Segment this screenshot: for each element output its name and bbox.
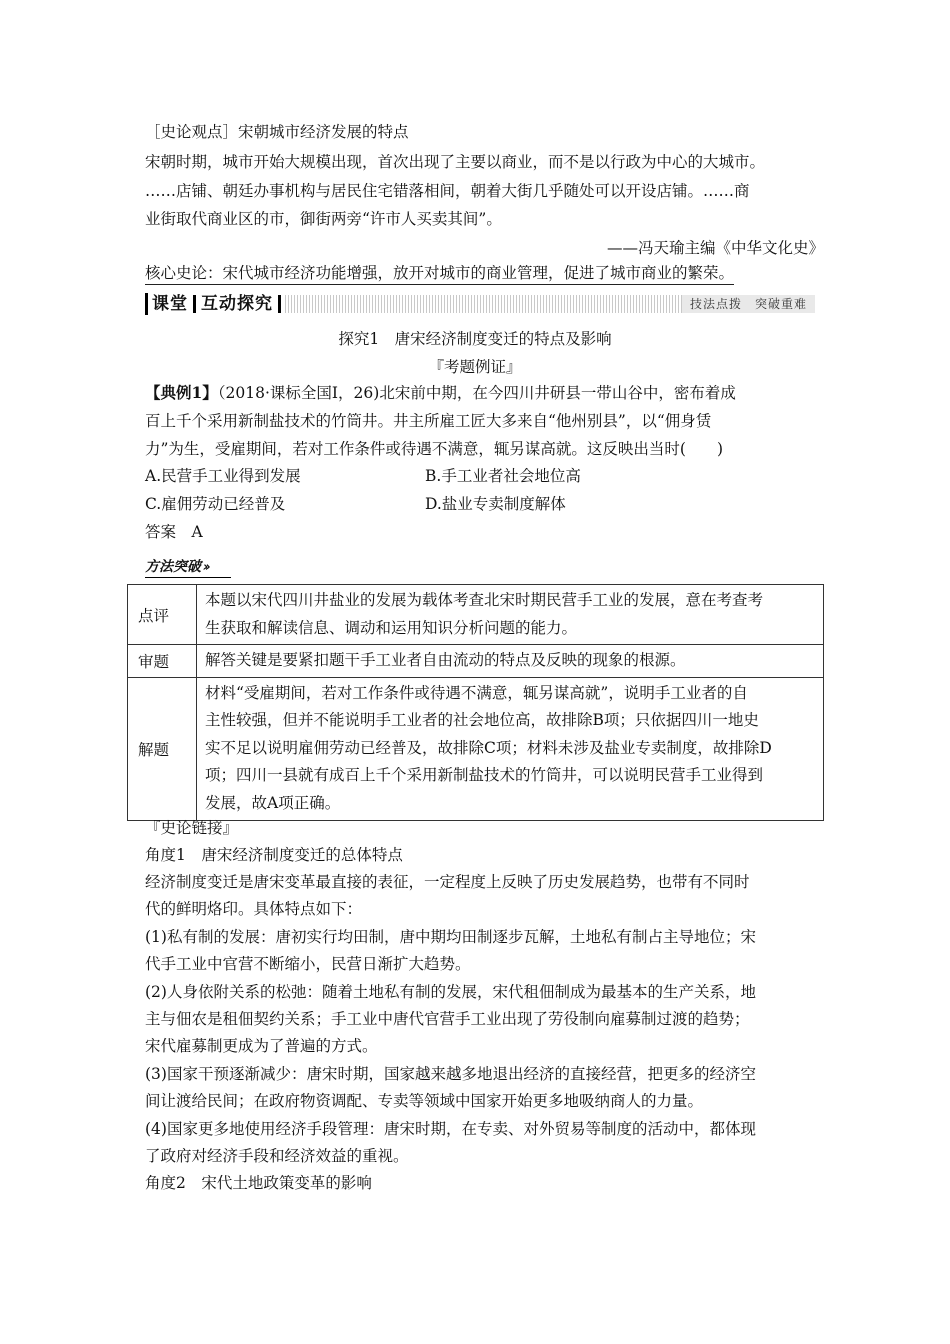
method-header xyxy=(145,557,231,578)
row-label: 解题 xyxy=(128,677,197,820)
row-content-line: 主性较强，但并不能说明手工业者的社会地位高，故排除B项；只依据四川一地史 xyxy=(205,711,759,730)
banner-title xyxy=(145,293,286,315)
row-label: 审题 xyxy=(128,645,197,678)
row-content xyxy=(197,677,824,820)
row-content-line: 发展，故A项正确。 xyxy=(205,793,341,812)
viewpoint-source: ——冯天瑜主编《中华文化史》 xyxy=(606,239,824,257)
angle1-title: 角度1 唐宋经济制度变迁的总体特点 xyxy=(145,846,403,864)
option-b: B.手工业者社会地位高 xyxy=(425,467,581,485)
option-a: A.民营手工业得到发展 xyxy=(145,467,301,485)
explore-title: 探究1 唐宋经济制度变迁的特点及影响 xyxy=(338,330,612,348)
row-content-line: 解答关键是要紧扣题干手工业者自由流动的特点及反映的现象的根源。 xyxy=(205,651,686,669)
table-row xyxy=(128,645,824,678)
body-line: 经济制度变迁是唐宋变革最直接的表征，一定程度上反映了历史发展趋势，也带有不同时 xyxy=(145,873,750,891)
viewpoint-line: ……店铺、朝廷办事机构与居民住宅错落相间，朝着大街几乎随处可以开设店铺。……商 xyxy=(145,182,750,200)
example-label: 【典例1】 xyxy=(145,383,218,402)
answer: 答案 A xyxy=(145,523,203,541)
example-text: （2018·课标全国Ⅰ，26)北宋前中期，在今四川井研县一带山谷中，密布着成 xyxy=(217,384,736,402)
row-content-line: 实不足以说明雇佣劳动已经普及，故排除C项；材料未涉及盐业专卖制度，故排除D xyxy=(205,738,772,757)
viewpoint-line: 业街取代商业区的市，御街两旁“许市人买卖其间”。 xyxy=(145,210,502,228)
banner-separator xyxy=(193,295,196,313)
example-line: 百上千个采用新制盐技术的竹筒井。井主所雇工匠大多来自“他州别县”，以“佣身赁 xyxy=(145,412,712,430)
body-line: (1)私有制的发展：唐初实行均田制，唐中期均田制逐步瓦解，土地私有制占主导地位；宋 xyxy=(145,928,756,946)
row-content-line: 本题以宋代四川井盐业的发展为载体考查北宋时期民营手工业的发展，意在考查考 xyxy=(205,591,764,609)
viewpoint-line: 宋朝时期，城市开始大规模出现，首次出现了主要以商业，而不是以行政为中心的大城市。 xyxy=(145,153,766,171)
double-chevron-icon: ›› xyxy=(203,560,208,575)
body-line: 代手工业中官营不断缩小，民营日渐扩大趋势。 xyxy=(145,955,471,973)
row-content xyxy=(197,645,824,678)
link-header: 『史论链接』 xyxy=(145,819,239,837)
banner-title-part2: 互动探究 xyxy=(201,294,273,314)
method-label: 方法突破 xyxy=(145,559,201,575)
banner-tagline: 技法点拨 突破重难 xyxy=(682,295,815,313)
row-content-line: 生获取和解读信息、调动和运用知识分析问题的能力。 xyxy=(205,618,578,637)
option-c: C.雇佣劳动已经普及 xyxy=(145,495,286,513)
row-content-line: 项；四川一县就有成百上千个采用新制盐技术的竹筒井，可以说明民营手工业得到 xyxy=(205,766,764,785)
analysis-table xyxy=(127,584,824,821)
body-line: (3)国家干预逐渐减少：唐宋时期，国家越来越多地退出经济的直接经营，把更多的经济空 xyxy=(145,1065,756,1083)
banner-separator xyxy=(278,295,281,313)
row-content xyxy=(197,585,824,645)
core-argument xyxy=(145,263,734,283)
core-argument-text: 核心史论：宋代城市经济功能增强，放开对城市的商业管理，促进了城市商业的繁荣。 xyxy=(145,264,734,285)
row-content-line: 材料“受雇期间，若对工作条件或待遇不满意，辄另谋高就”，说明手工业者的自 xyxy=(205,683,748,702)
viewpoint-heading: ［史论观点］宋朝城市经济发展的特点 xyxy=(145,123,409,141)
example-header: 『考题例证』 xyxy=(428,358,522,376)
body-line: 宋代雇募制更成为了普遍的方式。 xyxy=(145,1037,378,1055)
body-line: 主与佃农是租佃契约关系；手工业中唐代官营手工业出现了劳役制向雇募制过渡的趋势； xyxy=(145,1010,750,1028)
section-banner xyxy=(145,293,815,315)
body-line: (2)人身依附关系的松弛：随着土地私有制的发展，宋代租佃制成为最基本的生产关系，地 xyxy=(145,983,756,1001)
body-line: 间让渡给民间；在政府物资调配、专卖等领域中国家开始更多地吸纳商人的力量。 xyxy=(145,1092,704,1110)
example-line: 力”为生，受雇期间，若对工作条件或待遇不满意，辄另谋高就。这反映出当时( ) xyxy=(145,440,724,458)
row-label: 点评 xyxy=(128,585,197,645)
angle2-title: 角度2 宋代土地政策变革的影响 xyxy=(145,1174,372,1192)
table-row xyxy=(128,585,824,645)
option-d: D.盐业专卖制度解体 xyxy=(425,495,566,513)
body-line: 代的鲜明烙印。具体特点如下： xyxy=(145,900,363,918)
example-line xyxy=(145,383,736,403)
body-line: (4)国家更多地使用经济手段管理：唐宋时期，在专卖、对外贸易等制度的活动中，都体现 xyxy=(145,1120,756,1138)
table-row xyxy=(128,677,824,820)
body-line: 了政府对经济手段和经济效益的重视。 xyxy=(145,1147,409,1165)
banner-title-part1: 课堂 xyxy=(152,294,188,314)
